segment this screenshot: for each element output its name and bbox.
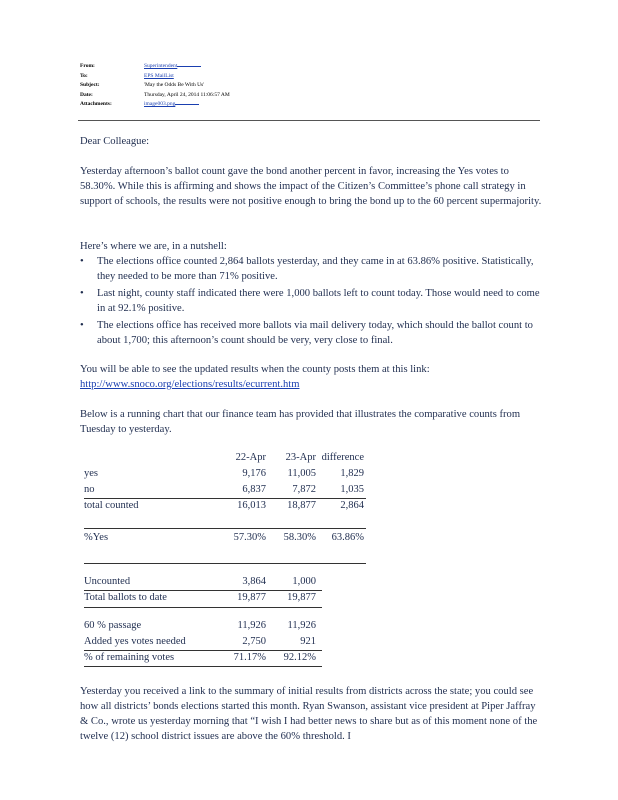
from-label: From: xyxy=(80,63,95,69)
greeting: Dear Colleague: xyxy=(80,136,150,147)
row-label: Total ballots to date xyxy=(84,592,167,603)
col-header: difference xyxy=(321,452,364,463)
table-divider xyxy=(84,528,366,529)
table-divider xyxy=(84,666,322,667)
table-cell: 57.30% xyxy=(233,532,266,543)
paragraph-1: Yesterday afternoon’s ballot count gave the bond another percent in favor, increasing the Yes votes to 58.30%. While this is affirming and shows the impact of the Citizen’s Committee’s phone call strategy in support of schools, the results were not positive enough to bring the bond up to the 60 percent supermajority. xyxy=(80,166,542,207)
paragraph-2: Here’s where we are, in a nutshell: xyxy=(80,241,227,252)
table-cell: 6,837 xyxy=(242,484,266,495)
row-label: Uncounted xyxy=(84,576,131,587)
table-cell: 71.17% xyxy=(233,652,266,663)
bullet-glyph: • xyxy=(80,288,84,299)
table-cell: 921 xyxy=(300,636,316,647)
subject-label: Subject: xyxy=(80,82,100,88)
table-cell: 92.12% xyxy=(283,652,316,663)
bullet-glyph: • xyxy=(80,320,84,331)
table-cell: 2,864 xyxy=(340,500,364,511)
col-header: 22-Apr xyxy=(235,452,266,463)
date-label: Date: xyxy=(80,91,93,98)
row-label: total counted xyxy=(84,500,139,511)
paragraph-5: Yesterday you received a link to the summary of initial results from districts across the state; you could see how all districts’ bonds elections started this month. Ryan Swanson, assistant vice president at Piper Jaffray & Co., wrote us yesterday morning that “I wish I had better news to share but as of this moment none of the twelve (12) school district issues are above the 60% threshold. I xyxy=(80,686,538,742)
row-label: 60 % passage xyxy=(84,620,142,631)
row-label: %Yes xyxy=(84,532,109,543)
row-label: yes xyxy=(84,468,98,479)
table-cell: 9,176 xyxy=(242,468,266,479)
bullet-glyph: • xyxy=(80,256,84,267)
table-cell: 19,877 xyxy=(237,592,266,603)
table-cell: 7,872 xyxy=(292,484,316,495)
table-cell: 19,877 xyxy=(287,592,316,603)
bullet-text: The elections office counted 2,864 ballots yesterday, and they came in at 63.86% positive. Statistically, they needed to be more than 71% positive. xyxy=(97,256,534,282)
table-cell: 3,864 xyxy=(242,576,266,587)
table-cell: 11,926 xyxy=(237,620,266,631)
table-divider xyxy=(84,590,322,591)
to-value[interactable]: EPS MailList xyxy=(144,72,174,79)
attachment-link[interactable]: image003.png xyxy=(144,101,199,107)
table-cell: 11,005 xyxy=(287,468,316,479)
table-cell: 1,035 xyxy=(340,484,364,495)
from-value[interactable]: Superintendent xyxy=(144,63,201,69)
table-divider xyxy=(84,650,322,651)
table-cell: 1,000 xyxy=(292,576,316,587)
to-label: To: xyxy=(80,72,88,79)
table-cell: 63.86% xyxy=(331,532,364,543)
row-label: % of remaining votes xyxy=(84,652,175,663)
table-divider xyxy=(84,498,366,499)
paragraph-3: You will be able to see the updated results when the county posts them at this link: xyxy=(80,364,430,375)
results-link[interactable]: http://www.snoco.org/elections/results/ecurrent.htm xyxy=(80,379,300,390)
col-header: 23-Apr xyxy=(285,452,316,463)
vote-count-table xyxy=(84,452,369,667)
header-divider xyxy=(78,120,540,121)
table-cell: 16,013 xyxy=(237,500,266,511)
paragraph-4: Below is a running chart that our finance team has provided that illustrates the comparative counts from Tuesday to yesterday. xyxy=(80,409,521,435)
subject-value: 'May the Odds Be With Us' xyxy=(144,82,205,88)
date-value: Thursday, April 24, 2014 11:06:57 AM xyxy=(144,91,230,98)
table-divider xyxy=(84,607,322,608)
table-cell: 58.30% xyxy=(283,532,316,543)
table-cell: 11,926 xyxy=(287,620,316,631)
bullet-text: Last night, county staff indicated there were 1,000 ballots left to count today. Those would need to come in at 92.1% positive. xyxy=(97,288,540,314)
table-divider xyxy=(84,563,366,564)
bullet-text: The elections office has received more ballots via mail delivery today, which should the ballot count to about 1,700; this afternoon’s count should be very, very close to final. xyxy=(97,320,533,346)
table-cell: 1,829 xyxy=(340,468,364,479)
table-cell: 2,750 xyxy=(242,636,266,647)
attachments-label: Attachments: xyxy=(80,101,112,107)
row-label: Added yes votes needed xyxy=(84,636,186,647)
table-cell: 18,877 xyxy=(287,500,316,511)
row-label: no xyxy=(84,484,95,495)
